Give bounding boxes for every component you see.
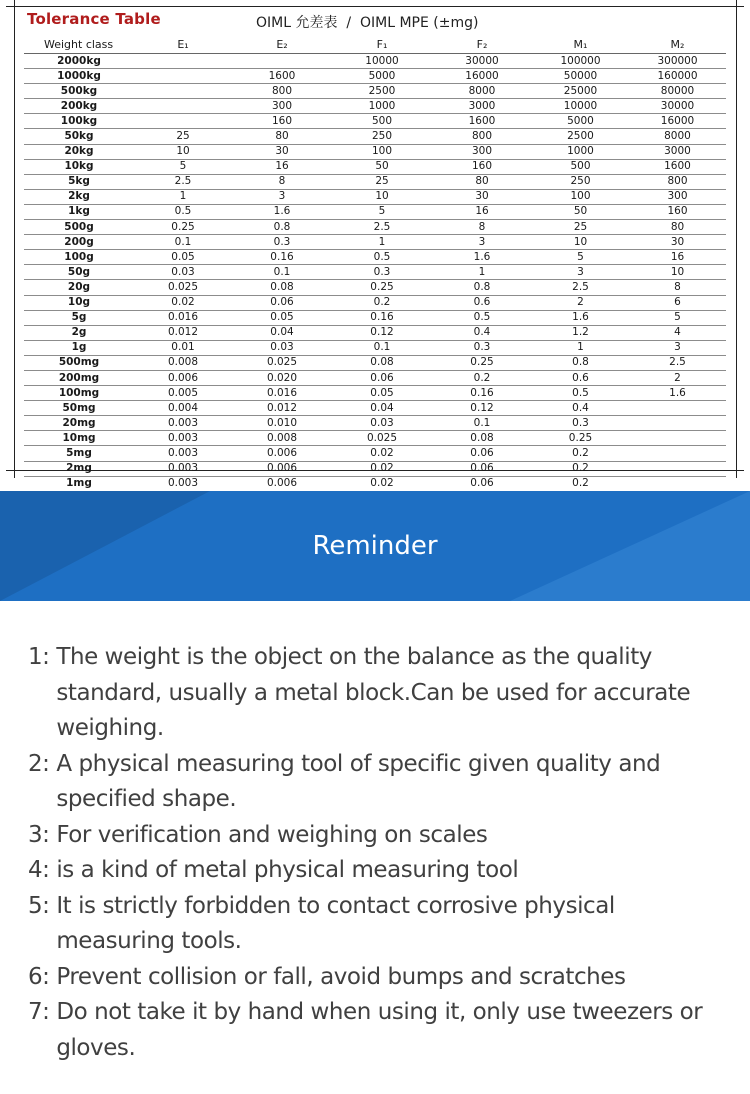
tolerance-value-cell: 160 — [232, 114, 332, 129]
weight-class-cell: 500g — [24, 220, 134, 235]
column-header: M₁ — [532, 35, 629, 54]
tolerance-value-cell: 1600 — [432, 114, 532, 129]
tolerance-value-cell: 0.5 — [432, 310, 532, 325]
tolerance-value-cell: 0.2 — [432, 370, 532, 385]
reminder-item-text: Do not take it by hand when using it, only use tweezers or gloves. — [56, 999, 703, 1061]
weight-class-cell: 2000kg — [24, 54, 134, 69]
tolerance-value-cell: 6 — [629, 295, 726, 310]
tolerance-value-cell: 0.4 — [532, 401, 629, 416]
reminder-item-number: 1: — [28, 644, 57, 670]
table-row — [24, 431, 726, 446]
tolerance-value-cell: 2500 — [332, 84, 432, 99]
tolerance-value-cell: 5000 — [332, 69, 432, 84]
tolerance-value-cell: 250 — [332, 129, 432, 144]
tolerance-value-cell — [134, 84, 232, 99]
table-row — [24, 84, 726, 99]
tolerance-value-cell: 1.6 — [532, 310, 629, 325]
table-row — [24, 144, 726, 159]
tolerance-value-cell: 0.05 — [232, 310, 332, 325]
tolerance-value-cell: 500 — [332, 114, 432, 129]
tolerance-value-cell: 0.012 — [232, 401, 332, 416]
tolerance-value-cell: 0.3 — [532, 416, 629, 431]
table-row — [24, 204, 726, 219]
table-row — [24, 295, 726, 310]
weight-class-cell: 100g — [24, 250, 134, 265]
tolerance-value-cell: 8 — [629, 280, 726, 295]
tolerance-value-cell: 0.08 — [432, 431, 532, 446]
tolerance-value-cell: 1.6 — [432, 250, 532, 265]
reminder-item — [28, 747, 728, 818]
tolerance-value-cell: 0.003 — [134, 476, 232, 491]
tolerance-value-cell: 0.08 — [332, 355, 432, 370]
table-header-row — [24, 35, 726, 54]
tolerance-value-cell: 0.020 — [232, 370, 332, 385]
reminder-item — [28, 818, 728, 854]
tolerance-value-cell: 50 — [532, 204, 629, 219]
tolerance-value-cell: 0.03 — [134, 265, 232, 280]
tolerance-value-cell: 3000 — [629, 144, 726, 159]
table-row — [24, 189, 726, 204]
tolerance-value-cell: 0.003 — [134, 446, 232, 461]
tolerance-value-cell: 0.5 — [332, 250, 432, 265]
table-left-border — [14, 0, 15, 478]
tolerance-value-cell: 0.02 — [332, 476, 432, 491]
tolerance-value-cell: 0.16 — [232, 250, 332, 265]
weight-class-cell: 10g — [24, 295, 134, 310]
tolerance-value-cell: 16000 — [432, 69, 532, 84]
tolerance-value-cell: 500 — [532, 159, 629, 174]
table-row — [24, 69, 726, 84]
tolerance-value-cell: 3 — [629, 340, 726, 355]
tolerance-value-cell: 16 — [232, 159, 332, 174]
tolerance-value-cell: 8000 — [432, 84, 532, 99]
tolerance-value-cell: 0.3 — [232, 235, 332, 250]
tolerance-value-cell: 0.004 — [134, 401, 232, 416]
tolerance-value-cell: 0.02 — [332, 461, 432, 476]
tolerance-value-cell: 0.1 — [134, 235, 232, 250]
tolerance-value-cell: 0.03 — [332, 416, 432, 431]
tolerance-value-cell: 50000 — [532, 69, 629, 84]
tolerance-value-cell: 8000 — [629, 129, 726, 144]
tolerance-table-title: Tolerance Table — [27, 10, 161, 28]
tolerance-value-cell: 0.4 — [432, 325, 532, 340]
reminder-item-number: 5: — [28, 892, 57, 919]
tolerance-value-cell — [629, 461, 726, 476]
reminder-item — [28, 995, 728, 1066]
weight-class-cell: 500kg — [24, 84, 134, 99]
tolerance-value-cell: 50 — [332, 159, 432, 174]
tolerance-value-cell: 0.06 — [432, 461, 532, 476]
tolerance-value-cell: 0.016 — [134, 310, 232, 325]
tolerance-value-cell — [134, 54, 232, 69]
table-row — [24, 446, 726, 461]
tolerance-value-cell: 25000 — [532, 84, 629, 99]
weight-class-cell: 2g — [24, 325, 134, 340]
tolerance-value-cell: 30 — [232, 144, 332, 159]
table-row — [24, 174, 726, 189]
tolerance-value-cell: 5 — [532, 250, 629, 265]
weight-class-cell: 200mg — [24, 370, 134, 385]
reminder-item-text: It is strictly forbidden to contact corrosive physical measuring tools. — [56, 892, 615, 954]
tolerance-value-cell: 300 — [232, 99, 332, 114]
table-right-border — [736, 0, 737, 478]
tolerance-value-cell: 0.25 — [432, 355, 532, 370]
tolerance-value-cell: 0.5 — [134, 204, 232, 219]
tolerance-value-cell: 800 — [232, 84, 332, 99]
weight-class-cell: 1kg — [24, 204, 134, 219]
tolerance-value-cell: 1 — [532, 340, 629, 355]
table-row — [24, 250, 726, 265]
reminder-title: Reminder — [312, 531, 438, 561]
tolerance-value-cell: 800 — [432, 129, 532, 144]
weight-class-cell: 200kg — [24, 99, 134, 114]
tolerance-value-cell — [629, 401, 726, 416]
tolerance-value-cell: 0.8 — [532, 355, 629, 370]
tolerance-value-cell: 25 — [532, 220, 629, 235]
table-row — [24, 99, 726, 114]
tolerance-table — [24, 35, 726, 492]
tolerance-value-cell: 0.6 — [432, 295, 532, 310]
tolerance-value-cell: 2 — [629, 370, 726, 385]
tolerance-value-cell: 0.003 — [134, 461, 232, 476]
tolerance-value-cell: 0.06 — [332, 370, 432, 385]
weight-class-cell: 200g — [24, 235, 134, 250]
tolerance-value-cell: 0.003 — [134, 431, 232, 446]
tolerance-value-cell: 30000 — [432, 54, 532, 69]
reminder-item-number: 7: — [28, 999, 57, 1025]
table-row — [24, 235, 726, 250]
tolerance-value-cell: 16000 — [629, 114, 726, 129]
column-header: F₁ — [332, 35, 432, 54]
table-top-border — [6, 6, 744, 7]
tolerance-value-cell: 25 — [332, 174, 432, 189]
tolerance-value-cell: 0.006 — [232, 476, 332, 491]
tolerance-value-cell: 100 — [532, 189, 629, 204]
tolerance-value-cell: 0.005 — [134, 386, 232, 401]
weight-class-cell: 20g — [24, 280, 134, 295]
tolerance-value-cell: 2.5 — [629, 355, 726, 370]
weight-class-cell: 50mg — [24, 401, 134, 416]
tolerance-value-cell: 80000 — [629, 84, 726, 99]
tolerance-value-cell: 1.6 — [629, 386, 726, 401]
tolerance-value-cell: 0.2 — [532, 476, 629, 491]
tolerance-value-cell: 250 — [532, 174, 629, 189]
tolerance-value-cell — [232, 54, 332, 69]
tolerance-value-cell: 160 — [629, 204, 726, 219]
tolerance-value-cell: 3 — [432, 235, 532, 250]
table-row — [24, 461, 726, 476]
reminder-item — [28, 853, 728, 889]
table-row — [24, 355, 726, 370]
tolerance-value-cell — [629, 431, 726, 446]
tolerance-value-cell: 1 — [134, 189, 232, 204]
tolerance-value-cell: 4 — [629, 325, 726, 340]
table-body — [24, 54, 726, 492]
tolerance-value-cell: 2.5 — [532, 280, 629, 295]
tolerance-value-cell: 0.1 — [332, 340, 432, 355]
tolerance-value-cell: 5 — [332, 204, 432, 219]
tolerance-value-cell: 0.16 — [432, 386, 532, 401]
tolerance-value-cell: 0.06 — [432, 476, 532, 491]
tolerance-value-cell: 0.06 — [232, 295, 332, 310]
tolerance-value-cell: 0.008 — [232, 431, 332, 446]
tolerance-value-cell: 160 — [432, 159, 532, 174]
tolerance-value-cell: 300 — [629, 189, 726, 204]
reminder-item — [28, 640, 728, 747]
tolerance-value-cell: 0.6 — [532, 370, 629, 385]
weight-class-cell: 5kg — [24, 174, 134, 189]
tolerance-value-cell: 25 — [134, 129, 232, 144]
tolerance-value-cell: 0.25 — [134, 220, 232, 235]
tolerance-value-cell: 1 — [432, 265, 532, 280]
tolerance-value-cell: 0.25 — [532, 431, 629, 446]
weight-class-cell: 100kg — [24, 114, 134, 129]
tolerance-value-cell: 5 — [134, 159, 232, 174]
tolerance-value-cell: 30 — [629, 235, 726, 250]
table-row — [24, 416, 726, 431]
column-header: E₁ — [134, 35, 232, 54]
column-header: F₂ — [432, 35, 532, 54]
tolerance-value-cell: 0.12 — [332, 325, 432, 340]
weight-class-cell: 50g — [24, 265, 134, 280]
tolerance-value-cell: 100 — [332, 144, 432, 159]
tolerance-value-cell: 0.012 — [134, 325, 232, 340]
tolerance-value-cell: 0.1 — [432, 416, 532, 431]
reminder-item-number: 3: — [28, 821, 57, 848]
column-header: E₂ — [232, 35, 332, 54]
column-header: M₂ — [629, 35, 726, 54]
tolerance-value-cell: 0.03 — [232, 340, 332, 355]
tolerance-value-cell: 10 — [332, 189, 432, 204]
tolerance-value-cell: 1000 — [332, 99, 432, 114]
tolerance-value-cell — [629, 446, 726, 461]
reminder-item-number: 2: — [28, 750, 57, 777]
tolerance-value-cell: 0.08 — [232, 280, 332, 295]
tolerance-value-cell: 300000 — [629, 54, 726, 69]
tolerance-value-cell: 30000 — [629, 99, 726, 114]
tolerance-value-cell: 0.006 — [232, 461, 332, 476]
table-row — [24, 340, 726, 355]
tolerance-value-cell: 0.025 — [232, 355, 332, 370]
reminder-list — [28, 640, 728, 1066]
reminder-item — [28, 889, 728, 960]
table-row — [24, 265, 726, 280]
weight-class-cell: 20kg — [24, 144, 134, 159]
tolerance-table-subtitle: OIML 允差表 / OIML MPE (±mg) — [256, 15, 479, 31]
reminder-item — [28, 960, 728, 996]
tolerance-value-cell — [629, 416, 726, 431]
reminder-item-text: The weight is the object on the balance as the quality standard, usually a metal block.Can be used for accurate weighing. — [56, 644, 691, 741]
reminder-item-text: A physical measuring tool of specific given quality and specified shape. — [56, 750, 661, 812]
tolerance-value-cell — [134, 99, 232, 114]
weight-class-cell: 10kg — [24, 159, 134, 174]
table-row — [24, 370, 726, 385]
tolerance-value-cell: 0.8 — [232, 220, 332, 235]
tolerance-value-cell: 0.006 — [232, 446, 332, 461]
table-row — [24, 310, 726, 325]
tolerance-value-cell: 8 — [232, 174, 332, 189]
tolerance-value-cell: 1.6 — [232, 204, 332, 219]
tolerance-value-cell: 0.003 — [134, 416, 232, 431]
tolerance-value-cell: 800 — [629, 174, 726, 189]
tolerance-value-cell: 16 — [432, 204, 532, 219]
weight-class-cell: 10mg — [24, 431, 134, 446]
tolerance-value-cell: 10000 — [332, 54, 432, 69]
tolerance-value-cell: 10000 — [532, 99, 629, 114]
weight-class-cell: 500mg — [24, 355, 134, 370]
tolerance-value-cell: 100000 — [532, 54, 629, 69]
tolerance-value-cell: 80 — [629, 220, 726, 235]
tolerance-value-cell: 0.16 — [332, 310, 432, 325]
weight-class-cell: 1g — [24, 340, 134, 355]
table-row — [24, 114, 726, 129]
tolerance-value-cell: 1600 — [629, 159, 726, 174]
tolerance-value-cell: 5000 — [532, 114, 629, 129]
reminder-item-number: 4: — [28, 857, 57, 883]
tolerance-value-cell: 0.06 — [432, 446, 532, 461]
table-row — [24, 220, 726, 235]
tolerance-value-cell: 0.3 — [332, 265, 432, 280]
tolerance-value-cell: 10 — [629, 265, 726, 280]
tolerance-value-cell: 2.5 — [332, 220, 432, 235]
tolerance-value-cell: 3 — [532, 265, 629, 280]
tolerance-value-cell: 16 — [629, 250, 726, 265]
tolerance-value-cell: 30 — [432, 189, 532, 204]
reminder-item-text: is a kind of metal physical measuring tool — [56, 857, 519, 883]
tolerance-value-cell: 160000 — [629, 69, 726, 84]
tolerance-value-cell: 10 — [532, 235, 629, 250]
weight-class-cell: 2mg — [24, 461, 134, 476]
weight-class-cell: 100mg — [24, 386, 134, 401]
weight-class-cell: 50kg — [24, 129, 134, 144]
weight-class-cell: 1000kg — [24, 69, 134, 84]
table-row — [24, 386, 726, 401]
tolerance-value-cell: 80 — [232, 129, 332, 144]
tolerance-value-cell: 300 — [432, 144, 532, 159]
tolerance-value-cell: 0.2 — [532, 461, 629, 476]
tolerance-value-cell — [134, 114, 232, 129]
weight-class-cell: 5mg — [24, 446, 134, 461]
weight-class-cell: 20mg — [24, 416, 134, 431]
tolerance-value-cell: 80 — [432, 174, 532, 189]
tolerance-value-cell: 0.2 — [532, 446, 629, 461]
tolerance-value-cell: 0.02 — [332, 446, 432, 461]
tolerance-value-cell: 0.2 — [332, 295, 432, 310]
tolerance-table-panel — [0, 0, 750, 490]
tolerance-value-cell: 0.12 — [432, 401, 532, 416]
weight-class-cell: 1mg — [24, 476, 134, 491]
tolerance-value-cell: 0.25 — [332, 280, 432, 295]
tolerance-value-cell: 3000 — [432, 99, 532, 114]
reminder-item-number: 6: — [28, 963, 57, 990]
tolerance-value-cell: 0.05 — [134, 250, 232, 265]
tolerance-value-cell: 1000 — [532, 144, 629, 159]
tolerance-value-cell: 0.04 — [232, 325, 332, 340]
table-row — [24, 325, 726, 340]
weight-class-cell: 2kg — [24, 189, 134, 204]
tolerance-value-cell — [629, 476, 726, 491]
tolerance-value-cell: 0.3 — [432, 340, 532, 355]
tolerance-value-cell: 0.1 — [232, 265, 332, 280]
tolerance-value-cell: 3 — [232, 189, 332, 204]
table-row — [24, 280, 726, 295]
column-header-weight-class: Weight class — [24, 35, 134, 54]
tolerance-value-cell: 0.5 — [532, 386, 629, 401]
tolerance-value-cell: 0.016 — [232, 386, 332, 401]
tolerance-value-cell: 0.025 — [134, 280, 232, 295]
tolerance-value-cell: 2.5 — [134, 174, 232, 189]
tolerance-value-cell: 2 — [532, 295, 629, 310]
reminder-item-text: Prevent collision or fall, avoid bumps and scratches — [56, 963, 626, 990]
tolerance-value-cell: 1600 — [232, 69, 332, 84]
tolerance-value-cell: 0.025 — [332, 431, 432, 446]
table-row — [24, 159, 726, 174]
reminder-banner — [0, 491, 750, 601]
tolerance-value-cell: 2500 — [532, 129, 629, 144]
tolerance-value-cell — [134, 69, 232, 84]
weight-class-cell: 5g — [24, 310, 134, 325]
tolerance-value-cell: 5 — [629, 310, 726, 325]
table-row — [24, 401, 726, 416]
tolerance-value-cell: 0.010 — [232, 416, 332, 431]
table-row — [24, 476, 726, 491]
tolerance-value-cell: 0.05 — [332, 386, 432, 401]
tolerance-value-cell: 0.008 — [134, 355, 232, 370]
tolerance-value-cell: 8 — [432, 220, 532, 235]
tolerance-value-cell: 0.02 — [134, 295, 232, 310]
table-row — [24, 129, 726, 144]
table-row — [24, 54, 726, 69]
tolerance-value-cell: 0.04 — [332, 401, 432, 416]
reminder-item-text: For verification and weighing on scales — [56, 821, 488, 848]
tolerance-value-cell: 10 — [134, 144, 232, 159]
tolerance-value-cell: 0.006 — [134, 370, 232, 385]
tolerance-value-cell: 1.2 — [532, 325, 629, 340]
tolerance-value-cell: 0.01 — [134, 340, 232, 355]
tolerance-value-cell: 1 — [332, 235, 432, 250]
tolerance-value-cell: 0.8 — [432, 280, 532, 295]
